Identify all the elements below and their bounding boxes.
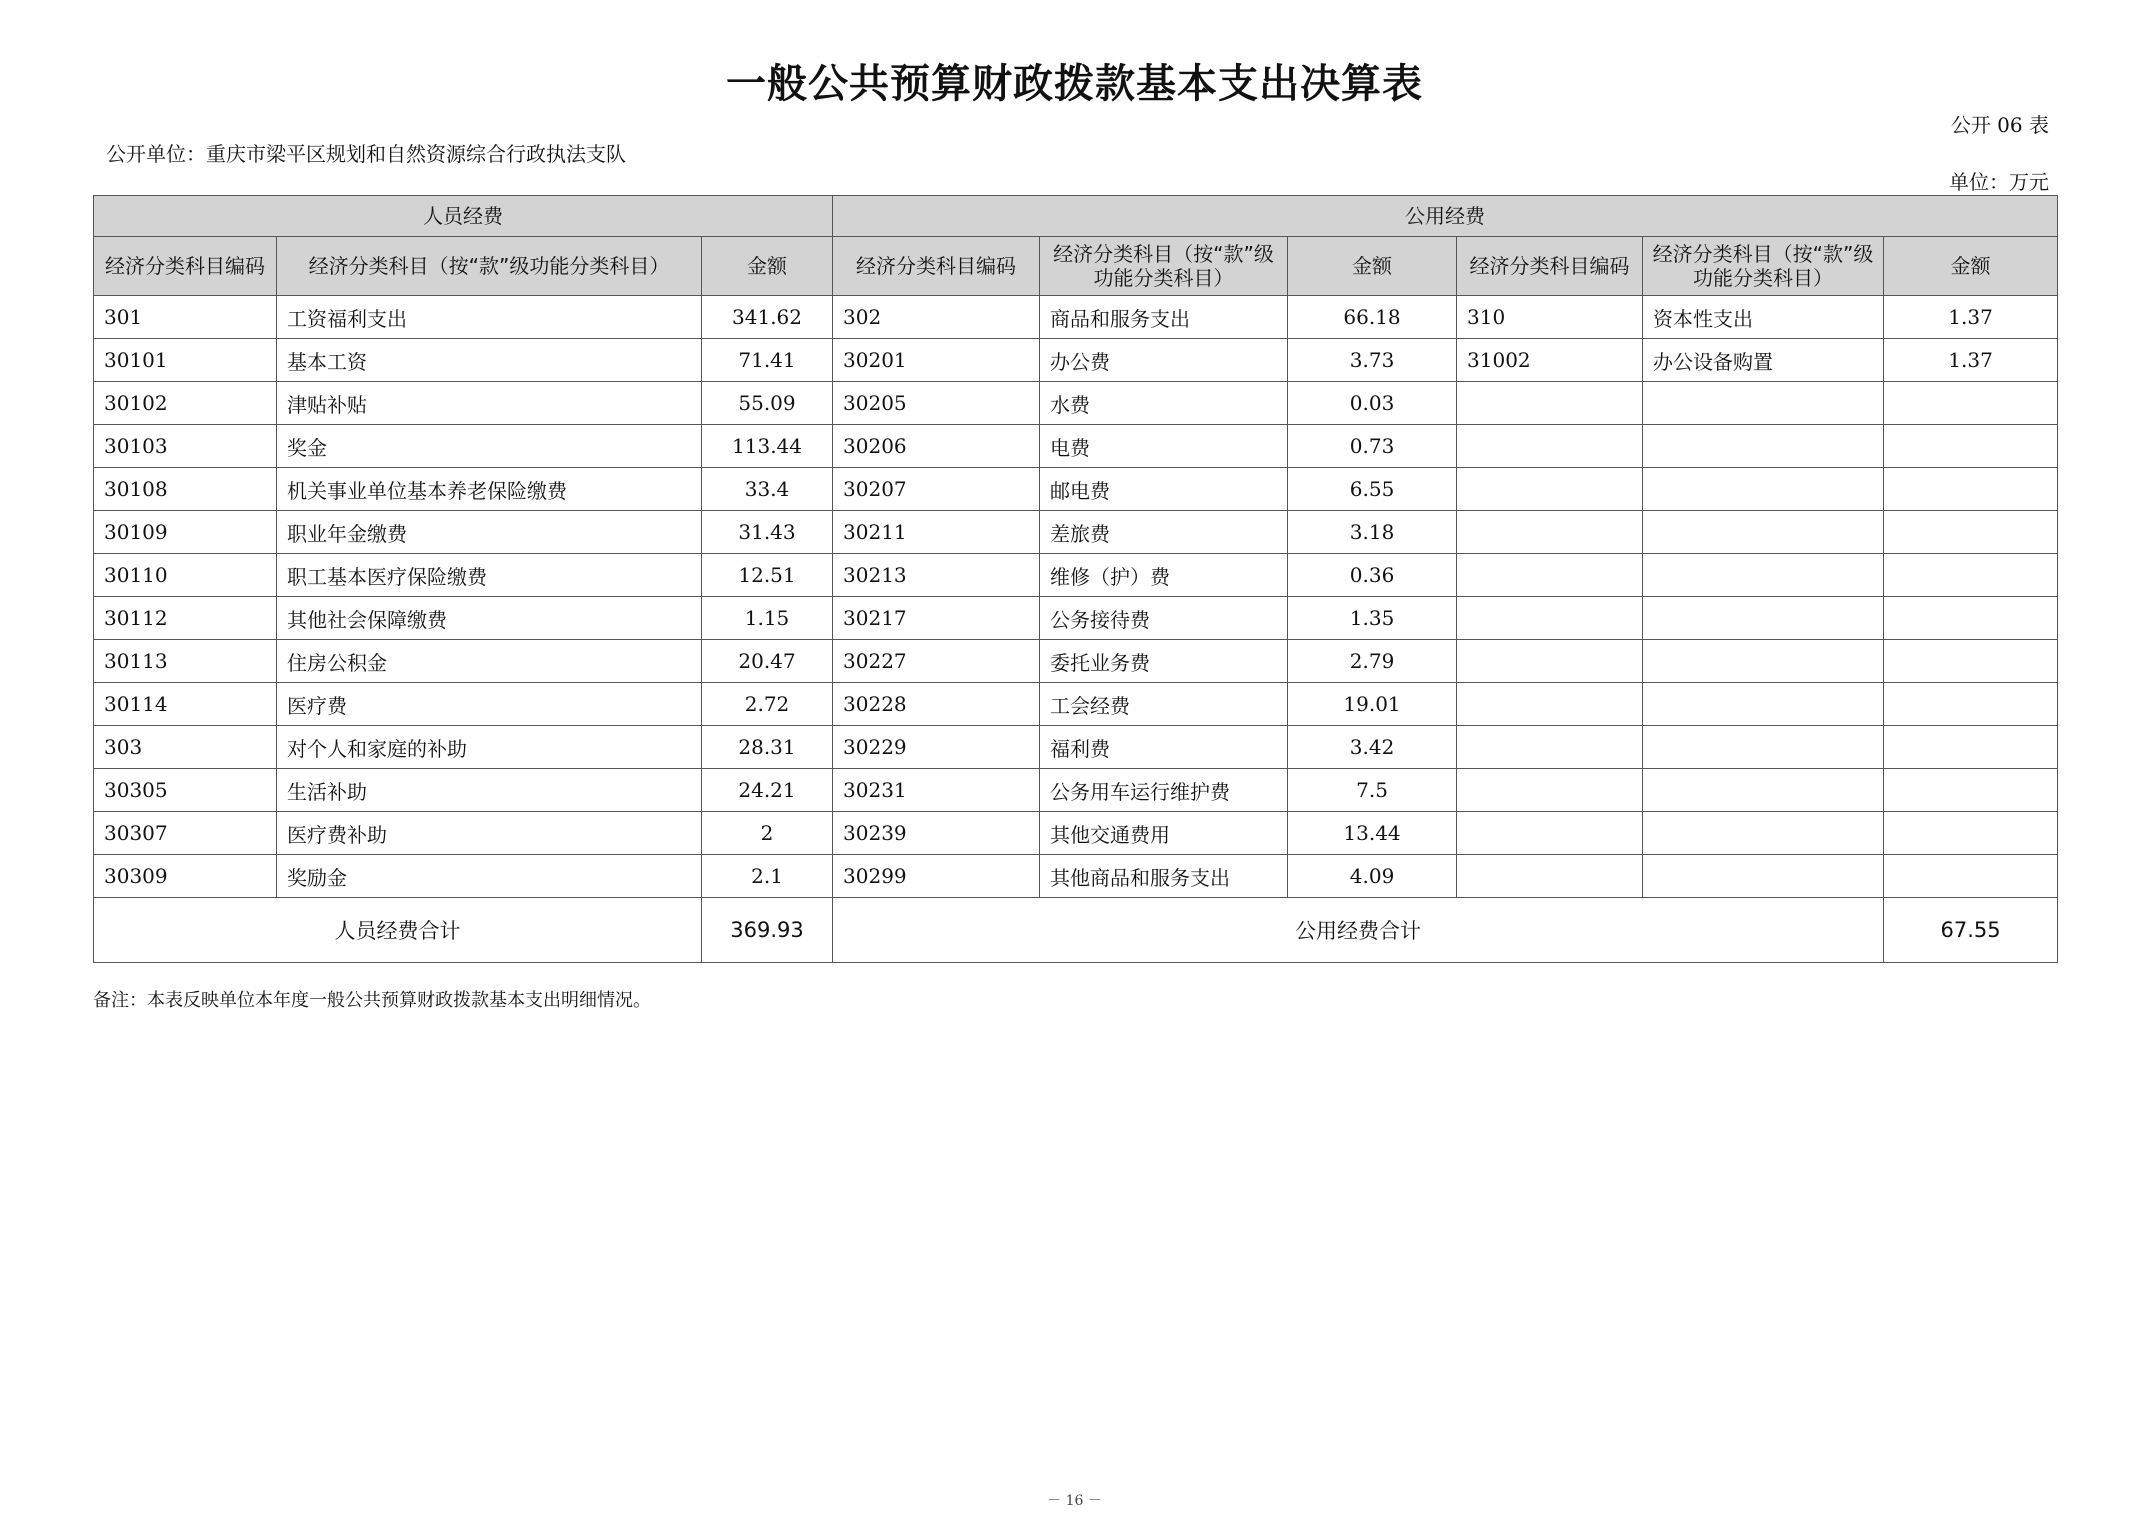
column-header-code: 经济分类科目编码 — [94, 237, 277, 296]
item-name-cell: 工资福利支出 — [277, 296, 702, 339]
economic-code-cell — [1457, 855, 1643, 898]
page-number: － 16 － — [1047, 1493, 1102, 1509]
economic-code-cell: 30113 — [94, 640, 277, 683]
economic-code-cell: 301 — [94, 296, 277, 339]
economic-code-cell — [1457, 812, 1643, 855]
economic-code-cell: 30231 — [833, 769, 1040, 812]
economic-code-cell — [1457, 769, 1643, 812]
table-row — [94, 425, 2058, 468]
item-name-cell: 其他社会保障缴费 — [277, 597, 702, 640]
table-row — [94, 726, 2058, 769]
economic-code-cell — [1457, 425, 1643, 468]
item-name-cell: 维修（护）费 — [1040, 554, 1288, 597]
column-header-name: 经济分类科目（按“款”级功能分类科目） — [1643, 237, 1884, 296]
amount-cell: 1.15 — [702, 597, 833, 640]
item-name-cell: 奖金 — [277, 425, 702, 468]
item-name-cell — [1643, 425, 1884, 468]
item-name-cell: 奖励金 — [277, 855, 702, 898]
amount-cell: 2.1 — [702, 855, 833, 898]
economic-code-cell: 30227 — [833, 640, 1040, 683]
item-name-cell: 邮电费 — [1040, 468, 1288, 511]
economic-code-cell: 30112 — [94, 597, 277, 640]
economic-code-cell: 30103 — [94, 425, 277, 468]
item-name-cell — [1643, 468, 1884, 511]
economic-code-cell: 30239 — [833, 812, 1040, 855]
totals-row — [94, 898, 2058, 963]
item-name-cell: 办公费 — [1040, 339, 1288, 382]
item-name-cell — [1643, 554, 1884, 597]
item-name-cell — [1643, 683, 1884, 726]
item-name-cell: 基本工资 — [277, 339, 702, 382]
item-name-cell: 医疗费 — [277, 683, 702, 726]
item-name-cell — [1643, 382, 1884, 425]
economic-code-cell: 30206 — [833, 425, 1040, 468]
amount-cell: 0.36 — [1288, 554, 1457, 597]
amount-cell: 0.73 — [1288, 425, 1457, 468]
amount-cell: 31.43 — [702, 511, 833, 554]
column-header-name: 经济分类科目（按“款”级功能分类科目） — [277, 237, 702, 296]
amount-cell — [1884, 812, 2058, 855]
expenditure-table — [93, 195, 2058, 963]
item-name-cell: 水费 — [1040, 382, 1288, 425]
personnel-total-label: 人员经费合计 — [94, 898, 702, 963]
table-row — [94, 511, 2058, 554]
column-header-name: 经济分类科目（按“款”级功能分类科目） — [1040, 237, 1288, 296]
economic-code-cell — [1457, 683, 1643, 726]
item-name-cell: 津贴补贴 — [277, 382, 702, 425]
table-row — [94, 468, 2058, 511]
amount-cell: 19.01 — [1288, 683, 1457, 726]
economic-code-cell: 30207 — [833, 468, 1040, 511]
item-name-cell: 福利费 — [1040, 726, 1288, 769]
amount-cell: 1.35 — [1288, 597, 1457, 640]
amount-cell: 66.18 — [1288, 296, 1457, 339]
amount-cell — [1884, 640, 2058, 683]
amount-cell: 1.37 — [1884, 339, 2058, 382]
economic-code-cell: 30110 — [94, 554, 277, 597]
amount-cell: 1.37 — [1884, 296, 2058, 339]
item-name-cell: 工会经费 — [1040, 683, 1288, 726]
public-total-value: 67.55 — [1884, 898, 2058, 963]
item-name-cell: 对个人和家庭的补助 — [277, 726, 702, 769]
amount-cell — [1884, 726, 2058, 769]
item-name-cell: 委托业务费 — [1040, 640, 1288, 683]
amount-cell: 0.03 — [1288, 382, 1457, 425]
table-body — [94, 296, 2058, 898]
economic-code-cell: 30213 — [833, 554, 1040, 597]
economic-code-cell: 30108 — [94, 468, 277, 511]
page-title: 一般公共预算财政拨款基本支出决算表 — [726, 61, 1423, 107]
economic-code-cell: 30101 — [94, 339, 277, 382]
amount-cell — [1884, 597, 2058, 640]
amount-cell: 71.41 — [702, 339, 833, 382]
amount-cell: 33.4 — [702, 468, 833, 511]
amount-cell: 3.73 — [1288, 339, 1457, 382]
amount-cell: 113.44 — [702, 425, 833, 468]
amount-cell: 2.72 — [702, 683, 833, 726]
item-name-cell: 电费 — [1040, 425, 1288, 468]
form-number: 公开 06 表 — [1950, 113, 2049, 137]
item-name-cell: 资本性支出 — [1643, 296, 1884, 339]
item-name-cell: 公务用车运行维护费 — [1040, 769, 1288, 812]
item-name-cell — [1643, 597, 1884, 640]
amount-cell: 55.09 — [702, 382, 833, 425]
economic-code-cell: 30217 — [833, 597, 1040, 640]
item-name-cell: 办公设备购置 — [1643, 339, 1884, 382]
economic-code-cell: 30109 — [94, 511, 277, 554]
currency-unit: 单位：万元 — [1949, 170, 2049, 194]
group-header-public: 公用经费 — [833, 196, 2058, 237]
footnote: 备注：本表反映单位本年度一般公共预算财政拨款基本支出明细情况。 — [93, 990, 651, 1011]
amount-cell: 341.62 — [702, 296, 833, 339]
item-name-cell: 住房公积金 — [277, 640, 702, 683]
item-name-cell — [1643, 812, 1884, 855]
item-name-cell: 公务接待费 — [1040, 597, 1288, 640]
amount-cell: 12.51 — [702, 554, 833, 597]
economic-code-cell: 30307 — [94, 812, 277, 855]
economic-code-cell: 302 — [833, 296, 1040, 339]
economic-code-cell: 31002 — [1457, 339, 1643, 382]
table-row — [94, 296, 2058, 339]
item-name-cell — [1643, 855, 1884, 898]
item-name-cell: 职业年金缴费 — [277, 511, 702, 554]
economic-code-cell: 30201 — [833, 339, 1040, 382]
economic-code-cell: 30205 — [833, 382, 1040, 425]
economic-code-cell: 303 — [94, 726, 277, 769]
table-row — [94, 855, 2058, 898]
item-name-cell — [1643, 726, 1884, 769]
table-row — [94, 812, 2058, 855]
item-name-cell: 医疗费补助 — [277, 812, 702, 855]
economic-code-cell: 30114 — [94, 683, 277, 726]
economic-code-cell: 30102 — [94, 382, 277, 425]
column-header-amount: 金额 — [702, 237, 833, 296]
amount-cell — [1884, 468, 2058, 511]
economic-code-cell: 30211 — [833, 511, 1040, 554]
item-name-cell: 生活补助 — [277, 769, 702, 812]
amount-cell — [1884, 855, 2058, 898]
column-header-code: 经济分类科目编码 — [1457, 237, 1643, 296]
personnel-total-value: 369.93 — [702, 898, 833, 963]
economic-code-cell: 310 — [1457, 296, 1643, 339]
table-row — [94, 769, 2058, 812]
amount-cell — [1884, 382, 2058, 425]
table-row — [94, 554, 2058, 597]
amount-cell: 28.31 — [702, 726, 833, 769]
amount-cell: 20.47 — [702, 640, 833, 683]
public-total-label: 公用经费合计 — [833, 898, 1884, 963]
column-header-code: 经济分类科目编码 — [833, 237, 1040, 296]
economic-code-cell — [1457, 554, 1643, 597]
item-name-cell — [1643, 769, 1884, 812]
item-name-cell: 其他交通费用 — [1040, 812, 1288, 855]
table-row — [94, 382, 2058, 425]
economic-code-cell: 30299 — [833, 855, 1040, 898]
item-name-cell: 职工基本医疗保险缴费 — [277, 554, 702, 597]
item-name-cell — [1643, 511, 1884, 554]
table-row — [94, 683, 2058, 726]
economic-code-cell — [1457, 726, 1643, 769]
amount-cell: 7.5 — [1288, 769, 1457, 812]
item-name-cell: 机关事业单位基本养老保险缴费 — [277, 468, 702, 511]
table-row — [94, 339, 2058, 382]
economic-code-cell — [1457, 468, 1643, 511]
amount-cell: 24.21 — [702, 769, 833, 812]
amount-cell — [1884, 683, 2058, 726]
economic-code-cell — [1457, 640, 1643, 683]
amount-cell: 4.09 — [1288, 855, 1457, 898]
amount-cell: 3.42 — [1288, 726, 1457, 769]
table-row — [94, 640, 2058, 683]
amount-cell — [1884, 511, 2058, 554]
amount-cell — [1884, 425, 2058, 468]
table-row — [94, 597, 2058, 640]
amount-cell: 2.79 — [1288, 640, 1457, 683]
economic-code-cell: 30229 — [833, 726, 1040, 769]
amount-cell: 6.55 — [1288, 468, 1457, 511]
item-name-cell: 商品和服务支出 — [1040, 296, 1288, 339]
economic-code-cell: 30309 — [94, 855, 277, 898]
group-header-personnel: 人员经费 — [94, 196, 833, 237]
column-header-amount: 金额 — [1288, 237, 1457, 296]
item-name-cell: 差旅费 — [1040, 511, 1288, 554]
economic-code-cell: 30305 — [94, 769, 277, 812]
column-header-amount: 金额 — [1884, 237, 2058, 296]
economic-code-cell: 30228 — [833, 683, 1040, 726]
amount-cell: 13.44 — [1288, 812, 1457, 855]
item-name-cell: 其他商品和服务支出 — [1040, 855, 1288, 898]
economic-code-cell — [1457, 382, 1643, 425]
amount-cell: 2 — [702, 812, 833, 855]
reporting-unit: 公开单位：重庆市梁平区规划和自然资源综合行政执法支队 — [106, 142, 626, 166]
item-name-cell — [1643, 640, 1884, 683]
economic-code-cell — [1457, 511, 1643, 554]
amount-cell — [1884, 769, 2058, 812]
economic-code-cell — [1457, 597, 1643, 640]
amount-cell: 3.18 — [1288, 511, 1457, 554]
amount-cell — [1884, 554, 2058, 597]
